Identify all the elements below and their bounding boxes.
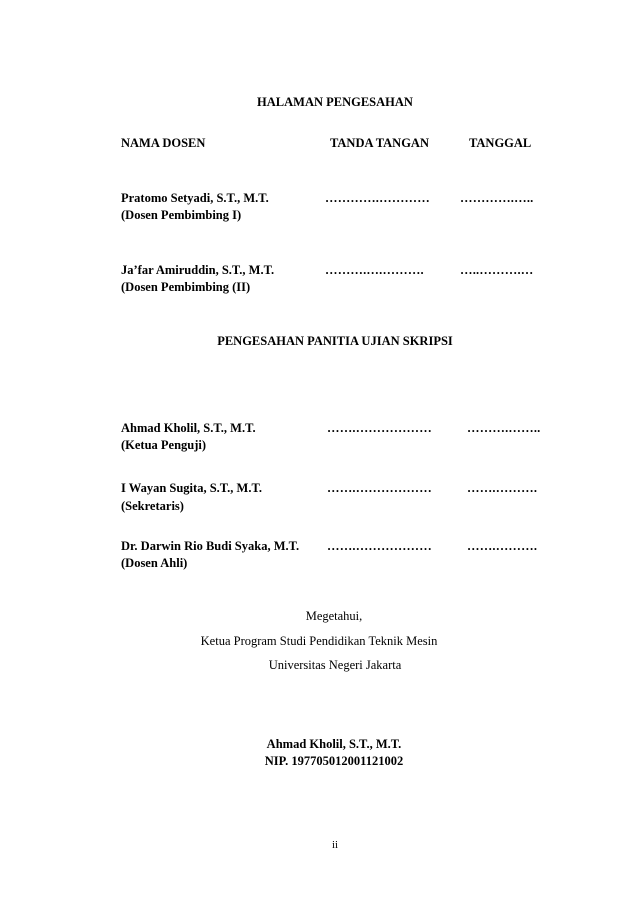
- committee-2-name: I Wayan Sugita, S.T., M.T.: [121, 481, 263, 495]
- committee-3-date-line: …….……….: [467, 539, 538, 553]
- acknowledge-institution: Universitas Negeri Jakarta: [268, 658, 402, 672]
- advisor-2-signature-line: ……….….……….: [325, 263, 424, 277]
- acknowledge-position: Ketua Program Studi Pendidikan Teknik Mesin: [200, 634, 438, 648]
- advisor-1-date-line: ………….…..: [460, 191, 534, 205]
- page-title: HALAMAN PENGESAHAN: [257, 95, 413, 109]
- committee-2-date-line: …….……….: [467, 481, 538, 495]
- header-name: NAMA DOSEN: [121, 136, 206, 150]
- committee-2-signature-line: …….………………: [327, 481, 432, 495]
- committee-3-signature-line: …….………………: [327, 539, 432, 553]
- signer-nip: NIP. 197705012001121002: [264, 754, 404, 768]
- advisor-1-name: Pratomo Setyadi, S.T., M.T.: [121, 191, 269, 205]
- committee-3-name: Dr. Darwin Rio Budi Syaka, M.T.: [121, 539, 300, 553]
- header-signature: TANDA TANGAN: [330, 136, 429, 150]
- committee-3-role: (Dosen Ahli): [121, 556, 188, 570]
- advisor-1-signature-line: ………….…………: [325, 191, 430, 205]
- committee-2-role: (Sekretaris): [121, 499, 184, 513]
- committee-1-signature-line: …….………………: [327, 421, 432, 435]
- committee-title: PENGESAHAN PANITIA UJIAN SKRIPSI: [217, 334, 453, 348]
- committee-1-role: (Ketua Penguji): [121, 438, 207, 452]
- acknowledge-label: Megetahui,: [305, 609, 363, 623]
- header-date: TANGGAL: [469, 136, 532, 150]
- advisor-2-name: Ja’far Amiruddin, S.T., M.T.: [121, 263, 275, 277]
- advisor-1-role: (Dosen Pembimbing I): [121, 208, 242, 222]
- advisor-2-role: (Dosen Pembimbing (II): [121, 280, 251, 294]
- advisor-2-date-line: …..……….…: [460, 263, 534, 277]
- page-number: ii: [331, 839, 339, 851]
- committee-1-date-line: ……….……..: [467, 421, 541, 435]
- signer-name: Ahmad Kholil, S.T., M.T.: [266, 737, 402, 751]
- committee-1-name: Ahmad Kholil, S.T., M.T.: [121, 421, 256, 435]
